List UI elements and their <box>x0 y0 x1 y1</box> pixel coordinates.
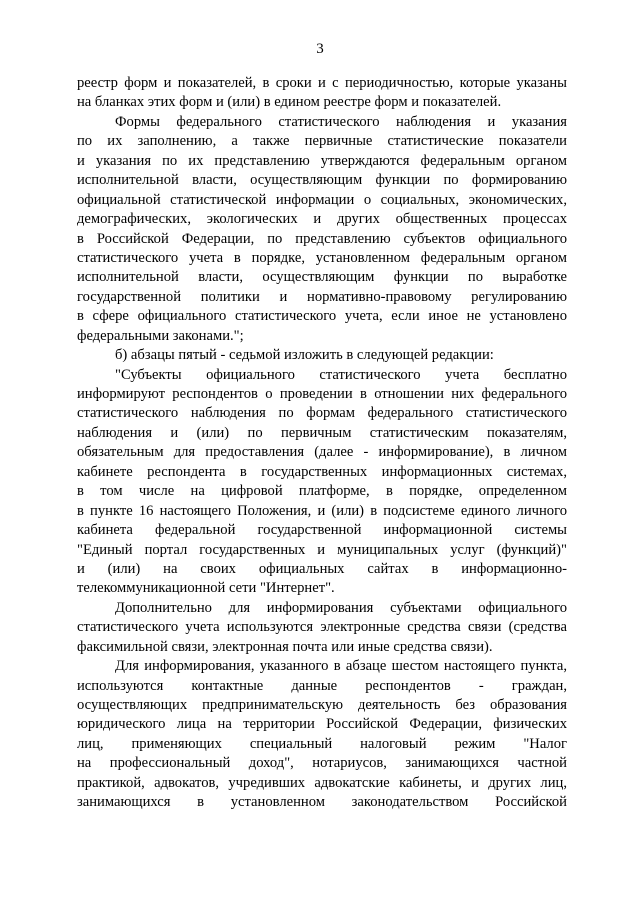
text-line: на профессиональный доход", нотариусов, занимающихся частной <box>77 755 567 772</box>
text-line: информируют респондентов о проведении в отношении них федерального <box>77 386 567 402</box>
text-line: Для информирования, указанного в абзаце шестом настоящего пункта, <box>115 658 567 675</box>
text-line: наблюдения и (или) по первичным статистическим показателям, <box>77 424 567 441</box>
text-line: Формы федерального статистического наблюдения и указания <box>115 113 567 130</box>
text-line: "Единый портал государственных и муниципальных услуг (функций)" <box>77 541 567 558</box>
text-line: официальной статистической информации о социальных, экономических, <box>77 191 567 208</box>
text-line: по их заполнению, а также первичные статистические показатели <box>77 133 567 150</box>
text-line: исполнительной власти, осуществляющим функции по формированию <box>77 172 567 189</box>
text-line: "Субъекты официального статистического учета бесплатно <box>115 366 567 383</box>
text-line: телекоммуникационной сети "Интернет". <box>77 580 335 597</box>
text-line: в пункте 16 настоящего Положения, и (или) в подсистеме единого личного <box>77 502 567 519</box>
text-line: статистического учета в порядке, установленном федеральным органом <box>77 249 567 266</box>
page-number: 3 <box>316 41 324 57</box>
text-line: государственной политики и нормативно-правовому регулированию <box>77 288 567 305</box>
text-line: практикой, адвокатов, учредивших адвокатские кабинеты, и других лиц, <box>77 774 567 791</box>
text-line: статистического наблюдения по формам федерального статистического <box>77 405 567 422</box>
text-line: факсимильной связи, электронная почта или иные средства связи). <box>77 638 493 655</box>
text-line: реестр форм и показателей, в сроки и с периодичностью, которые указаны <box>77 75 567 91</box>
document-body <box>77 74 567 813</box>
text-line: и (или) на своих официальных сайтах в информационно- <box>77 560 567 577</box>
text-line: занимающихся в установленном законодательством Российской <box>77 794 567 811</box>
text-line: кабинета федеральной государственной информационной системы <box>77 522 567 539</box>
text-line: осуществляющих предпринимательскую деятельность без образования <box>77 697 567 713</box>
text-line: юридического лица на территории Российской Федерации, физических <box>77 716 567 733</box>
text-line: Дополнительно для информирования субъектами официального <box>115 599 567 616</box>
text-line: в сфере официального статистического учета, если иное не установлено <box>77 308 567 325</box>
text-line: кабинете респондента в государственных информационных системах, <box>77 463 567 480</box>
text-line: обязательным для предоставления (далее - информирование), в личном <box>77 444 567 461</box>
text-line: и указания по их представлению утверждаются федеральным органом <box>77 152 567 169</box>
text-line: демографических, экологических и других общественных процессах <box>77 211 567 228</box>
text-line: б) абзацы пятый - седьмой изложить в следующей редакции: <box>115 347 494 364</box>
text-line: на бланках этих форм и (или) в едином реестре форм и показателей. <box>77 94 502 111</box>
text-line: в том числе на цифровой платформе, в порядке, определенном <box>77 483 567 500</box>
text-line: в Российской Федерации, по представлению субъектов официального <box>77 230 567 247</box>
text-line: исполнительной власти, осуществляющим функции по выработке <box>77 269 567 286</box>
text-line: лиц, применяющих специальный налоговый режим "Налог <box>77 735 567 752</box>
text-line: используются контактные данные респондентов - граждан, <box>77 677 567 694</box>
text-line: федеральными законами."; <box>77 327 244 344</box>
text-line: статистического учета используются электронные средства связи (средства <box>77 619 567 636</box>
